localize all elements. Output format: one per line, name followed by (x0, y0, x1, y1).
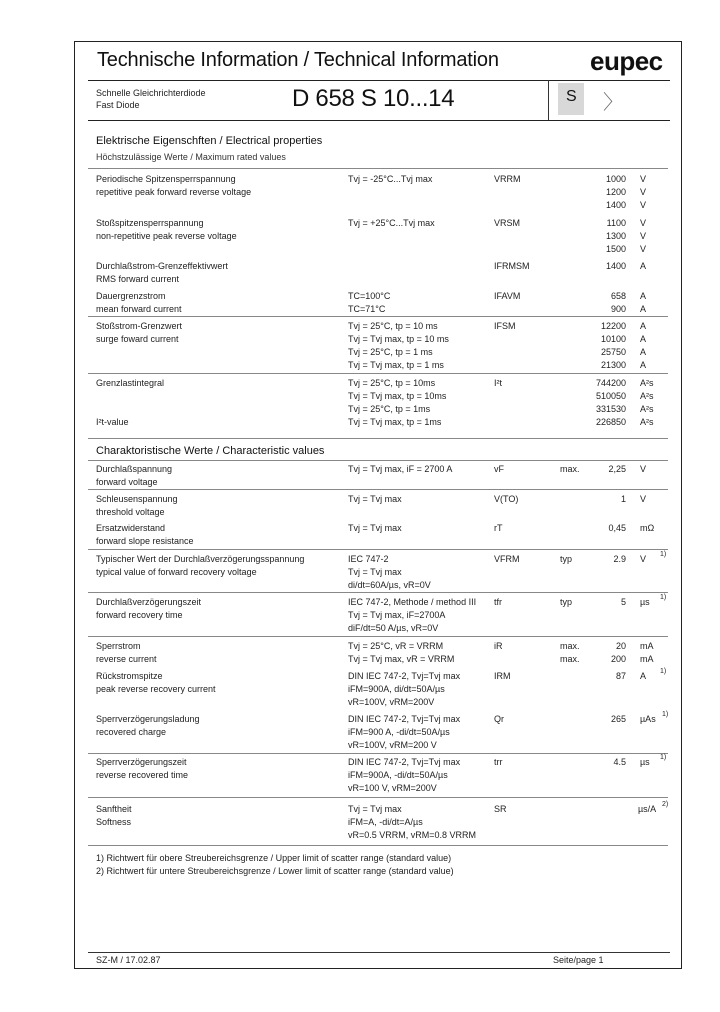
vrrm-label-en: repetitive peak forward reverse voltage (96, 187, 252, 197)
vrsm-unit-3: V (640, 244, 647, 254)
ifsm-value-1: 12200 (600, 321, 626, 331)
ifsm-label-de: Stoßstrom-Grenzwert (96, 321, 183, 331)
tfr-label-en: forward recovery time (96, 610, 183, 620)
vfrm-cond-3: di/dt=60A/µs, vR=0V (348, 580, 431, 590)
trr-label-en: reverse recovered time (96, 770, 189, 780)
page-title: Technische Information / Technical Information (97, 49, 499, 71)
ir-unit-2: mA (640, 654, 654, 664)
i2t-value-4: 226850 (595, 417, 626, 427)
sr-unit: µs/A (638, 804, 657, 814)
header-divider (548, 80, 549, 120)
trr-value: 4.5 (613, 757, 626, 767)
vrsm-value-3: 1500 (605, 244, 626, 254)
ifrms-label-en: RMS forward current (96, 274, 180, 284)
footer-doc-ref: SZ-M / 17.02.87 (96, 955, 161, 965)
separator (88, 438, 668, 439)
vrrm-unit-1: V (640, 174, 647, 184)
vrrm-label-de: Periodische Spitzensperrspannung (96, 174, 236, 184)
vfrm-footnote: 1) (660, 551, 667, 558)
ir-cond-2: Tvj = Tvj max, vR = VRRM (348, 654, 455, 664)
vf-label-de: Durchlaßspannung (96, 464, 173, 474)
i2t-label-de: Grenzlastintegral (96, 378, 165, 388)
ifavm-unit-2: A (640, 304, 647, 314)
i2t-cond-3: Tvj = 25°C, tp = 1ms (348, 404, 431, 414)
i2t-value-1: 744200 (595, 378, 626, 388)
section-electrical-subtitle: Höchstzulässige Werte / Maximum rated values (96, 152, 286, 162)
vfrm-unit: V (640, 554, 647, 564)
vrsm-label-en: non-repetitive peak reverse voltage (96, 231, 237, 241)
ifavm-symbol: IFAVM (494, 291, 521, 301)
ir-value-1: 20 (615, 641, 626, 651)
ifsm-unit-4: A (640, 360, 647, 370)
vf-label-en: forward voltage (96, 477, 158, 487)
separator (88, 316, 668, 317)
separator (88, 592, 668, 593)
ifsm-cond-4: Tvj = Tvj max, tp = 1 ms (348, 360, 444, 370)
irm-cond-2: iFM=900A, di/dt=50A/µs (348, 684, 445, 694)
section-electrical-title: Elektrische Eigenschften / Electrical properties (96, 135, 323, 147)
header-bottom-rule (88, 120, 670, 121)
irm-unit: A (640, 671, 647, 681)
vrsm-unit-1: V (640, 218, 647, 228)
qr-label-en: recovered charge (96, 727, 167, 737)
ifavm-label-en: mean forward current (96, 304, 182, 314)
vf-value: 2,25 (608, 464, 626, 474)
irm-symbol: IRM (494, 671, 511, 681)
header-rule (88, 80, 670, 81)
vto-value: 1 (620, 494, 626, 504)
irm-label-de: Rückstromspitze (96, 671, 163, 681)
tfr-qualifier: typ (560, 597, 573, 607)
ifavm-unit-1: A (640, 291, 647, 301)
ifavm-label-de: Dauergrenzstrom (96, 291, 166, 301)
vfrm-label-en: typical value of forward recovery voltage (96, 567, 257, 577)
tfr-symbol: tfr (494, 597, 502, 607)
separator (88, 373, 668, 374)
vrrm-symbol: VRRM (494, 174, 521, 184)
desc-en: Fast Diode (96, 100, 140, 110)
ir-label-en: reverse current (96, 654, 157, 664)
vto-symbol: V(TO) (494, 494, 519, 504)
tfr-value: 5 (620, 597, 626, 607)
tfr-cond-1: IEC 747-2, Methode / method III (348, 597, 477, 607)
trr-label-de: Sperrverzögerungszeit (96, 757, 187, 767)
rt-label-en: forward slope resistance (96, 536, 194, 546)
irm-value: 87 (615, 671, 626, 681)
vrrm-value-2: 1200 (605, 187, 626, 197)
vto-unit: V (640, 494, 647, 504)
ifsm-cond-1: Tvj = 25°C, tp = 10 ms (348, 321, 438, 331)
ifavm-cond-2: TC=71°C (348, 304, 386, 314)
i2t-cond-1: Tvj = 25°C, tp = 10ms (348, 378, 436, 388)
vrsm-value-1: 1100 (606, 218, 626, 228)
i2t-unit-1: A²s (640, 378, 654, 388)
ir-qualifier-2: max. (560, 654, 580, 664)
ifavm-value-1: 658 (610, 291, 626, 301)
qr-footnote: 1) (662, 711, 669, 718)
ir-symbol: iR (494, 641, 503, 651)
tfr-cond-2: Tvj = Tvj max, iF=2700A (348, 610, 446, 620)
qr-cond-2: iFM=900 A, -di/dt=50A/µs (348, 727, 450, 737)
trr-footnote: 1) (660, 754, 667, 761)
ir-cond-1: Tvj = 25°C, vR = VRRM (348, 641, 444, 651)
trr-symbol: trr (494, 757, 503, 767)
section-characteristic-title: Charaktoristische Werte / Characteristic values (96, 445, 325, 457)
tfr-unit: µs (640, 597, 650, 607)
ifavm-value-2: 900 (610, 304, 626, 314)
rt-cond: Tvj = Tvj max (348, 523, 402, 533)
type-code: S (566, 88, 577, 105)
vrrm-value-1: 1000 (605, 174, 626, 184)
ir-qualifier-1: max. (560, 641, 580, 651)
vrrm-unit-2: V (640, 187, 647, 197)
sr-label-en: Softness (96, 817, 132, 827)
separator (88, 549, 668, 550)
footnote-2: 2) Richtwert für untere Streubereichsgrenze / Lower limit of scatter range (standard value) (96, 866, 454, 876)
i2t-cond-2: Tvj = Tvj max, tp = 10ms (348, 391, 447, 401)
vto-label-en: threshold voltage (96, 507, 165, 517)
vrsm-cond: Tvj = +25°C...Tvj max (348, 218, 435, 228)
i2t-label-en: I²t-value (96, 417, 129, 427)
ifrms-unit: A (640, 261, 647, 271)
footnote-1: 1) Richtwert für obere Streubereichsgrenze / Upper limit of scatter range (standard value) (96, 853, 452, 863)
ir-unit-1: mA (640, 641, 654, 651)
irm-footnote: 1) (660, 668, 667, 675)
separator (88, 845, 668, 846)
rt-unit: mΩ (640, 523, 655, 533)
vrrm-value-3: 1400 (605, 200, 626, 210)
sr-cond-2: iFM=A, -di/dt=A/µs (348, 817, 423, 827)
footer-rule (88, 952, 670, 953)
separator (88, 489, 668, 490)
vfrm-cond-2: Tvj = Tvj max (348, 567, 402, 577)
qr-label-de: Sperrverzögerungsladung (96, 714, 200, 724)
irm-cond-3: vR=100V, vRM=200V (348, 697, 435, 707)
ifsm-value-4: 21300 (600, 360, 626, 370)
tfr-footnote: 1) (660, 594, 667, 601)
footer-page: Seite/page 1 (553, 955, 604, 965)
vf-unit: V (640, 464, 647, 474)
vrsm-symbol: VRSM (494, 218, 521, 228)
ifsm-cond-2: Tvj = Tvj max, tp = 10 ms (348, 334, 449, 344)
i2t-value-2: 510050 (595, 391, 626, 401)
vrsm-unit-2: V (640, 231, 647, 241)
qr-value: 265 (610, 714, 626, 724)
eupec-logo: eupec (590, 46, 663, 76)
trr-cond-1: DIN IEC 747-2, Tvj=Tvj max (348, 757, 461, 767)
ir-label-de: Sperrstrom (96, 641, 141, 651)
ir-value-2: 200 (610, 654, 626, 664)
vfrm-label-de: Typischer Wert der Durchlaßverzögerungsspannung (96, 554, 305, 564)
separator (88, 460, 668, 461)
vf-cond: Tvj = Tvj max, iF = 2700 A (348, 464, 453, 474)
vf-symbol: vF (494, 464, 504, 474)
ifsm-label-en: surge foward current (96, 334, 179, 344)
ifsm-symbol: IFSM (494, 321, 516, 331)
ifsm-cond-3: Tvj = 25°C, tp = 1 ms (348, 347, 433, 357)
vfrm-cond-1: IEC 747-2 (348, 554, 389, 564)
tfr-cond-3: diF/dt=50 A/µs, vR=0V (348, 623, 439, 633)
vto-label-de: Schleusenspannung (96, 494, 178, 504)
ifsm-unit-1: A (640, 321, 647, 331)
sr-symbol: SR (494, 804, 507, 814)
rt-symbol: rT (494, 523, 503, 533)
rt-label-de: Ersatzwiderstand (96, 523, 166, 533)
desc-de: Schnelle Gleichrichterdiode (96, 88, 206, 98)
irm-label-en: peak reverse recovery current (96, 684, 216, 694)
separator (88, 797, 668, 798)
sr-cond-3: vR=0.5 VRRM, vRM=0.8 VRRM (348, 830, 477, 840)
trr-unit: µs (640, 757, 650, 767)
ifrms-symbol: IFRMSM (494, 261, 530, 271)
vfrm-qualifier: typ (560, 554, 573, 564)
ifsm-value-3: 25750 (600, 347, 626, 357)
vfrm-value: 2.9 (613, 554, 626, 564)
i2t-unit-3: A²s (640, 404, 654, 414)
rt-value: 0,45 (608, 523, 626, 533)
vrrm-cond: Tvj = -25°C...Tvj max (348, 174, 433, 184)
sr-label-de: Sanftheit (96, 804, 132, 814)
vfrm-symbol: VFRM (494, 554, 520, 564)
qr-symbol: Qr (494, 714, 504, 724)
i2t-cond-4: Tvj = Tvj max, tp = 1ms (348, 417, 442, 427)
separator (88, 168, 668, 169)
sr-footnote: 2) (662, 801, 669, 808)
ifsm-unit-3: A (640, 347, 647, 357)
vrsm-label-de: Stoßspitzensperrspannung (96, 218, 204, 228)
vrsm-value-2: 1300 (605, 231, 626, 241)
ifsm-value-2: 10100 (600, 334, 626, 344)
i2t-unit-4: A²s (640, 417, 654, 427)
separator (88, 636, 668, 637)
trr-cond-3: vR=100 V, vRM=200V (348, 783, 437, 793)
i2t-unit-2: A²s (640, 391, 654, 401)
ifrms-value: 1400 (605, 261, 626, 271)
i2t-value-3: 331530 (595, 404, 626, 414)
qr-cond-3: vR=100V, vRM=200 V (348, 740, 437, 750)
part-number: D 658 S 10...14 (292, 85, 455, 112)
vf-qualifier: max. (560, 464, 580, 474)
vto-cond: Tvj = Tvj max (348, 494, 402, 504)
vrrm-unit-3: V (640, 200, 647, 210)
ifsm-unit-2: A (640, 334, 647, 344)
trr-cond-2: iFM=900A, -di/dt=50A/µs (348, 770, 448, 780)
ifavm-cond-1: TC=100°C (348, 291, 391, 301)
sr-cond-1: Tvj = Tvj max (348, 804, 402, 814)
qr-unit: µAs (640, 714, 656, 724)
qr-cond-1: DIN IEC 747-2, Tvj=Tvj max (348, 714, 461, 724)
chevron-right-icon: 〉 (603, 92, 623, 114)
tfr-label-de: Durchlaßverzögerungszeit (96, 597, 202, 607)
ifrms-label-de: Durchlaßstrom-Grenzeffektivwert (96, 261, 228, 271)
irm-cond-1: DIN IEC 747-2, Tvj=Tvj max (348, 671, 461, 681)
i2t-symbol: I²t (494, 378, 502, 388)
separator (88, 753, 668, 754)
